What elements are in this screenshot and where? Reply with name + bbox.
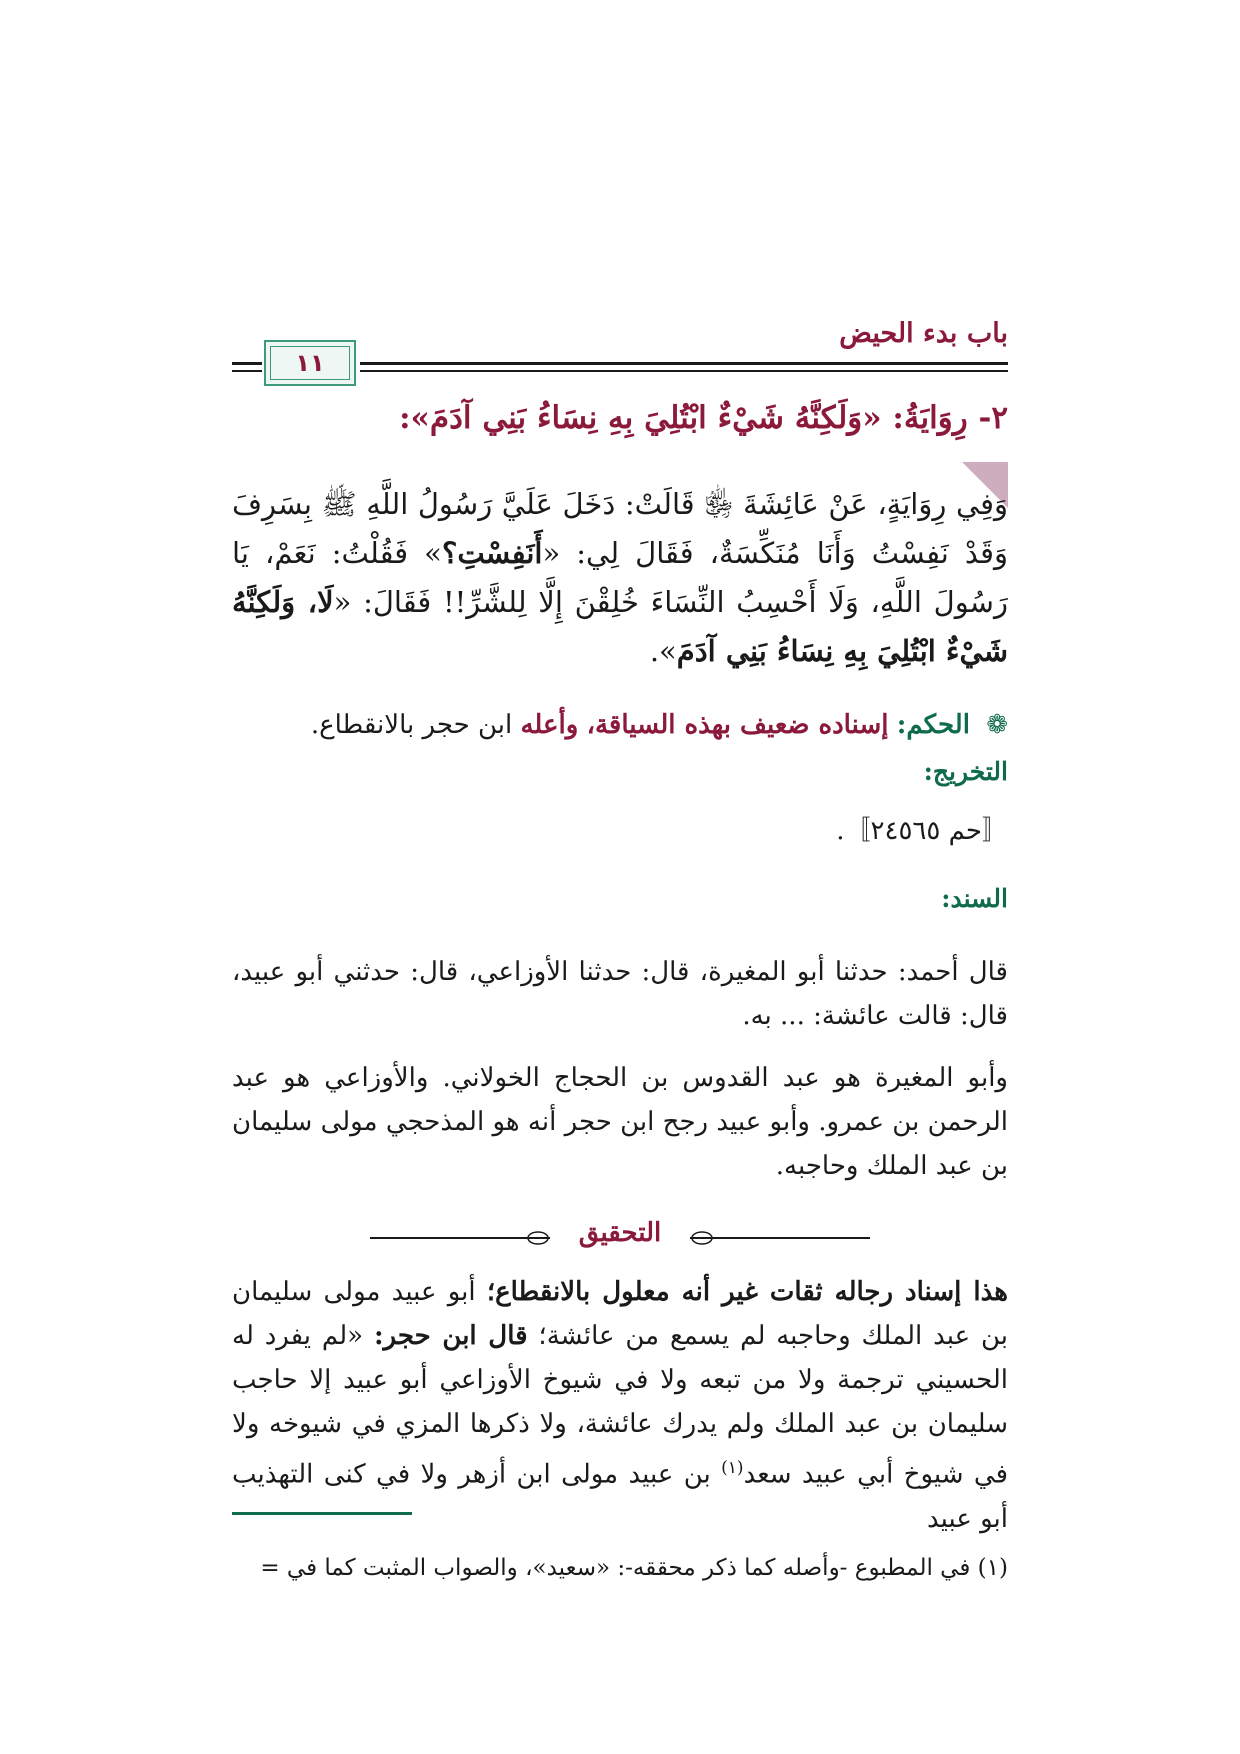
flower-icon: ❁ bbox=[986, 710, 1008, 740]
header-rule bbox=[360, 370, 1008, 372]
footnote-reference[interactable]: (١) bbox=[721, 1458, 744, 1478]
hadith-part: » فَقُلْتُ: نَعَمْ، يَا رَسُولَ اللَّهِ، وَلَا أَحْسِبُ النِّسَاءَ خُلِقْنَ إِلَّا لِلشَّرِّ!! فَقَالَ: « bbox=[232, 536, 1008, 619]
header-rule bbox=[232, 362, 262, 365]
footnote-text: في المطبوع -وأصله كما ذكر محققه-: «سعيد»، والصواب المثبت كما في = bbox=[260, 1555, 971, 1581]
page-number-badge bbox=[264, 340, 356, 386]
tahqiq-quote-label: قال ابن حجر: bbox=[373, 1321, 528, 1351]
hadith-part: وَفِي رِوَايَةٍ، عَنْ عَائِشَةَ ﵂ قَالَتْ: دَخَلَ عَلَيَّ رَسُولُ اللَّهِ ﷺ بِسَرِفَ وَقَدْ نَفِسْتُ وَأَنَا مُنَكِّسَةٌ، فَقَالَ لِي: « bbox=[232, 487, 1009, 570]
ruling-text: ابن حجر بالانقطاع. bbox=[310, 710, 513, 740]
footnote bbox=[232, 1550, 1008, 1586]
hadith-part: ». bbox=[649, 634, 677, 668]
takhrij-label: التخريج: bbox=[923, 757, 1008, 786]
tahqiq-paragraph bbox=[232, 1270, 1008, 1541]
hadith-bold: لَا، وَلَكِنَّهُ شَيْءٌ ابْتُلِيَ بِهِ نِسَاءُ بَنِي آدَمَ bbox=[232, 585, 1008, 668]
header-rule bbox=[232, 370, 262, 372]
tahqiq-text: أبو عبيد مولى سليمان بن عبد الملك وحاجبه لم يسمع من عائشة؛ bbox=[232, 1277, 1008, 1351]
footnote-rule bbox=[232, 1512, 412, 1515]
tahqiq-bold-intro: هذا إسناد رجاله ثقات غير أنه معلول بالانقطاع؛ bbox=[486, 1277, 1008, 1307]
ruling-verdict: إسناده ضعيف بهذه السياقة، bbox=[586, 710, 889, 740]
ruling-label: الحكم: bbox=[896, 710, 970, 740]
hadith-text bbox=[232, 480, 1008, 676]
section-heading: ٢- رِوَايَةُ: «وَلَكِنَّهُ شَيْءٌ ابْتُلِيَ بِهِ نِسَاءُ بَنِي آدَمَ»: bbox=[399, 400, 1008, 436]
takhrij-reference: 〚حم ٢٤٥٦٥〛. bbox=[836, 816, 1008, 846]
tahqiq-title: التحقيق bbox=[578, 1218, 662, 1248]
header-rule bbox=[360, 362, 1008, 365]
ruling-verdict-2: وأعله bbox=[520, 710, 579, 740]
section-divider bbox=[360, 1218, 880, 1254]
hadith-bold: أَنَفِسْتِ؟ bbox=[441, 536, 543, 570]
ruling-line bbox=[232, 705, 1008, 745]
sanad-label: السند: bbox=[941, 884, 1008, 913]
tahqiq-text: «لم يفرد له الحسيني ترجمة ولا من تبعه ولا في شيوخ الأوزاعي أبو عبيد إلا حاجب سليمان بن عبد الملك ولم يدرك عائشة، ولا ذكرها المزي في شيوخه ولا في شيوخ أبي عبيد سعد bbox=[232, 1321, 1008, 1490]
footnote-number: (١) bbox=[977, 1555, 1008, 1581]
running-title: باب بدء الحيض bbox=[839, 318, 1008, 349]
page-number: ١١ bbox=[295, 349, 325, 377]
narrators-paragraph: وأبو المغيرة هو عبد القدوس بن الحجاج الخولاني. والأوزاعي هو عبد الرحمن بن عمرو. وأبو عبيد رجح ابن حجر أنه هو المذحجي مولى سليمان بن عبد الملك وحاجبه. bbox=[232, 1063, 1008, 1181]
tahqiq-text: بن عبيد مولى ابن أزهر ولا في كنى التهذيب أبو عبيد bbox=[232, 1459, 1008, 1534]
sanad-paragraph: قال أحمد: حدثنا أبو المغيرة، قال: حدثنا الأوزاعي، قال: حدثني أبو عبيد، قال: قالت عائشة: ... به. bbox=[232, 957, 1008, 1031]
